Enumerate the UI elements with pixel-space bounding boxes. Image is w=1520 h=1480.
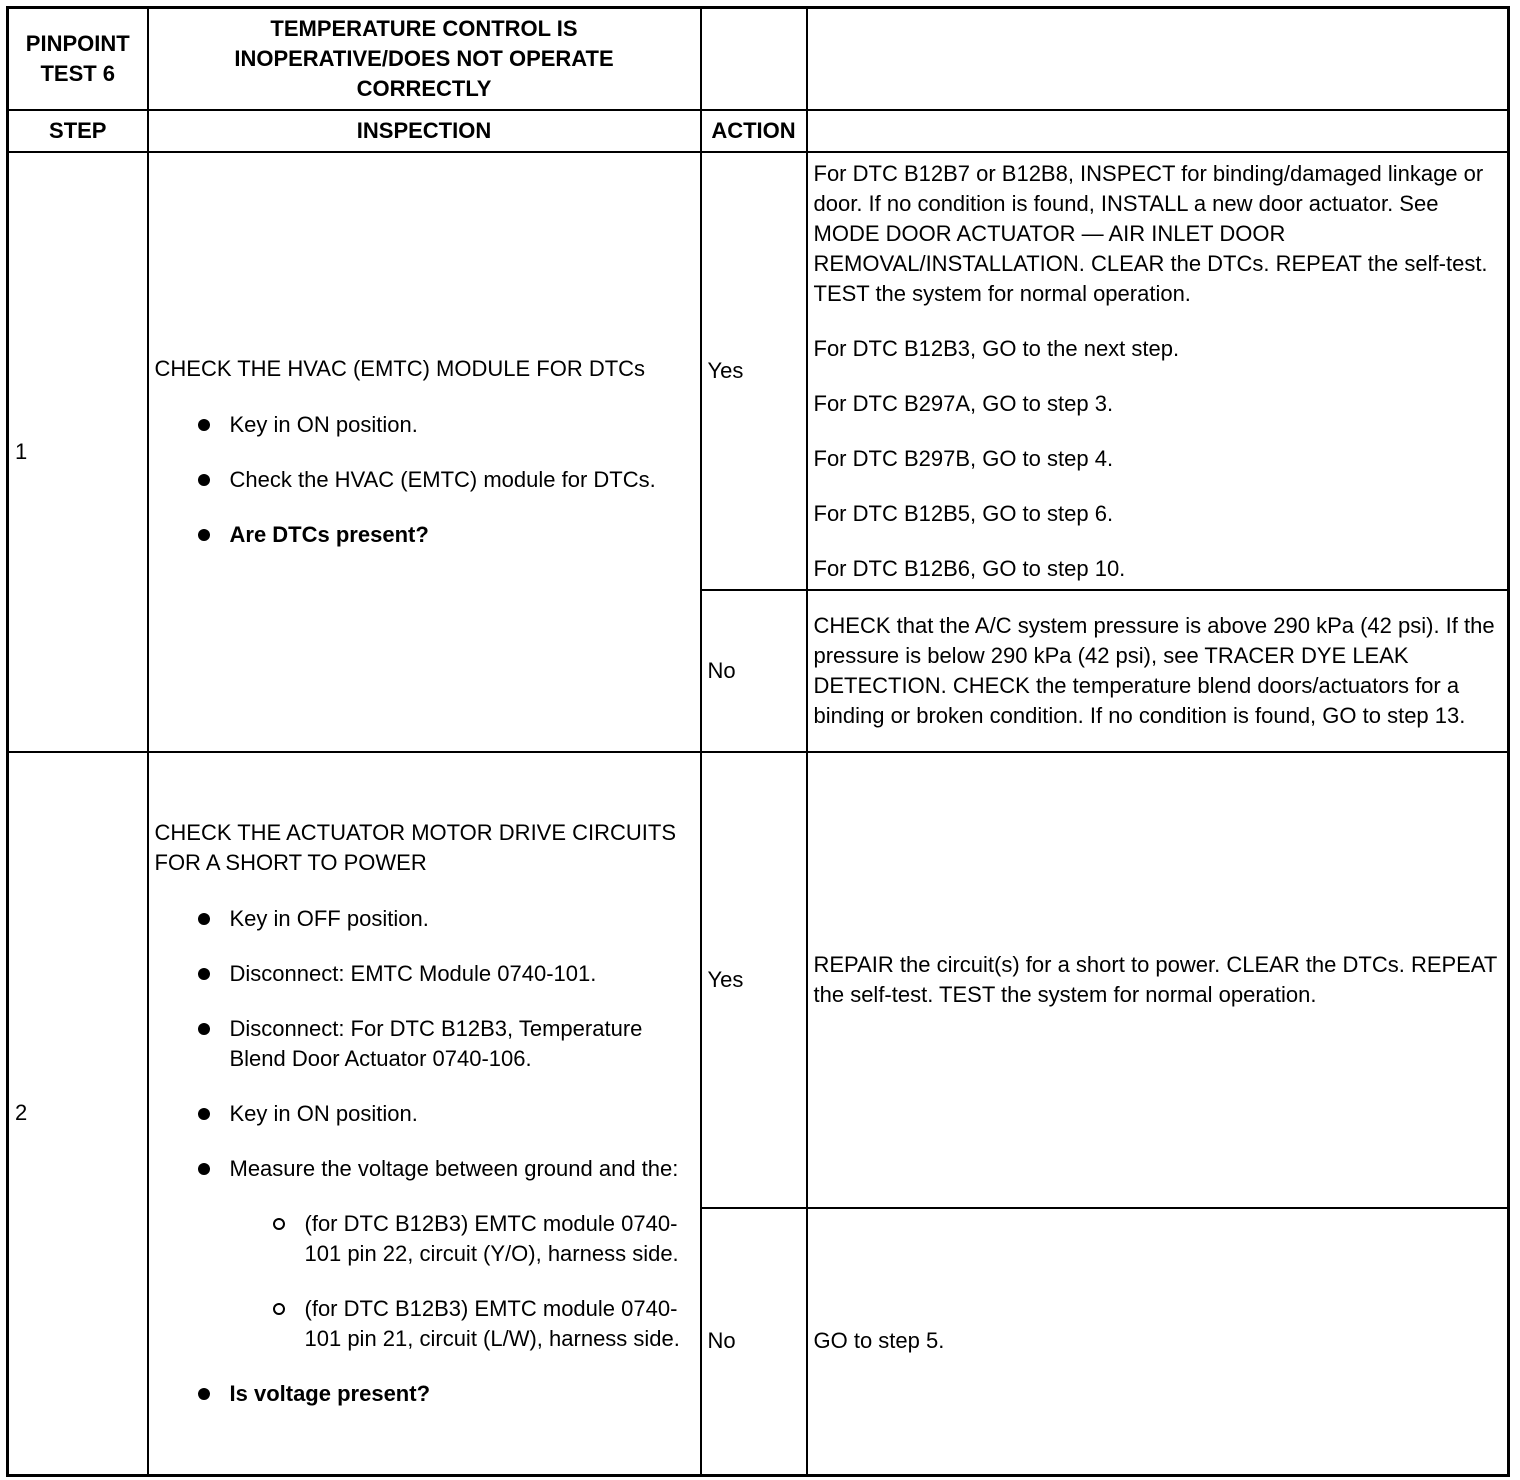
list-item: [155, 1379, 694, 1409]
step-1-no-label: No: [701, 590, 807, 752]
column-header-empty: [807, 110, 1509, 152]
pinpoint-label-line1: PINPOINT: [25, 30, 130, 56]
step-1-yes-result-2: For DTC B12B3, GO to the next step.: [813, 336, 1180, 361]
list-item: [230, 1294, 694, 1354]
bullet-icon: [198, 1108, 210, 1120]
pinpoint-test-table: [6, 6, 1510, 1477]
step-2-bullet-5: Measure the voltage between ground and the:: [229, 1155, 679, 1181]
test-title: [148, 8, 701, 110]
step-2-sub-list: [230, 1209, 694, 1354]
pinpoint-test-label: [8, 8, 148, 110]
column-header-action: ACTION: [701, 110, 807, 152]
bullet-icon: [198, 1388, 210, 1400]
title-row-empty-result: [807, 8, 1509, 110]
step-2-title: CHECK THE ACTUATOR MOTOR DRIVE CIRCUITS FOR A SHORT TO POWER: [154, 819, 677, 875]
bullet-icon: [198, 529, 210, 541]
step-1-no-result-text: CHECK that the A/C system pressure is above 290 kPa (42 psi). If the pressure is below 290 kPa (42 psi), see TRACER DYE LEAK DETECTION. CHECK the temperature blend doors/actuators for a binding or broken condition. If no condition is found, GO to step 13.: [813, 612, 1495, 728]
list-item: [155, 959, 694, 989]
step-2-yes-label: Yes: [701, 752, 807, 1208]
step-1-number: 1: [8, 152, 148, 752]
step-1-yes-result-3: For DTC B297A, GO to step 3.: [813, 391, 1114, 416]
bullet-icon: [198, 1163, 210, 1175]
step-2-bullet-1: Key in OFF position.: [229, 905, 429, 931]
step-1-yes-result-6: For DTC B12B6, GO to step 10.: [813, 556, 1126, 581]
title-row: [8, 8, 1509, 110]
step-2-no-result: [807, 1208, 1509, 1476]
step-1-question: Are DTCs present?: [229, 521, 429, 547]
step-2-inspection: [148, 752, 701, 1476]
step-1-no-result: [807, 590, 1509, 752]
hollow-bullet-icon: [273, 1303, 285, 1315]
list-item: [155, 1099, 694, 1129]
list-item: [155, 520, 694, 550]
pinpoint-label-line2: TEST 6: [40, 60, 116, 86]
test-title-line1: TEMPERATURE CONTROL IS: [270, 15, 578, 41]
step-1-yes-result-4: For DTC B297B, GO to step 4.: [813, 446, 1114, 471]
step-1-yes-result: [807, 152, 1509, 590]
column-header-row: [8, 110, 1509, 152]
list-item: [230, 1209, 694, 1269]
step-2-bullet-3: Disconnect: For DTC B12B3, Temperature Blend Door Actuator 0740-106.: [229, 1015, 643, 1071]
step-1-yes-row: [8, 152, 1509, 590]
title-row-empty-action: [701, 8, 807, 110]
step-1-yes-result-1: For DTC B12B7 or B12B8, INSPECT for binding/damaged linkage or door. If no condition is found, INSTALL a new door actuator. See MODE DOOR ACTUATOR — AIR INLET DOOR REMOVAL/INSTALLATION. CLEAR the DTCs. REPEAT the self-test. TEST the system for normal operation.: [813, 161, 1488, 306]
step-2-yes-result-text: REPAIR the circuit(s) for a short to power. CLEAR the DTCs. REPEAT the self-test. TEST the system for normal operation.: [813, 951, 1497, 1007]
column-header-inspection: INSPECTION: [148, 110, 701, 152]
step-2-question: Is voltage present?: [229, 1380, 431, 1406]
list-item: [155, 904, 694, 934]
step-1-yes-result-5: For DTC B12B5, GO to step 6.: [813, 501, 1114, 526]
step-1-bullet-list: [155, 410, 694, 550]
hollow-bullet-icon: [273, 1218, 285, 1230]
step-1-bullet-2: Check the HVAC (EMTC) module for DTCs.: [229, 466, 656, 492]
step-2-yes-result: [807, 752, 1509, 1208]
bullet-icon: [198, 474, 210, 486]
step-2-no-result-text: GO to step 5.: [813, 1328, 945, 1354]
bullet-icon: [198, 1023, 210, 1035]
list-item: [155, 1014, 694, 1074]
column-header-step: STEP: [8, 110, 148, 152]
list-item: [155, 1154, 694, 1354]
bullet-icon: [198, 913, 210, 925]
step-2-number: 2: [8, 752, 148, 1476]
bullet-icon: [198, 419, 210, 431]
step-2-yes-row: [8, 752, 1509, 1208]
step-2-bullet-2: Disconnect: EMTC Module 0740-101.: [229, 960, 597, 986]
test-title-line3: CORRECTLY: [356, 75, 492, 101]
step-1-yes-label: Yes: [701, 152, 807, 590]
step-1-title: CHECK THE HVAC (EMTC) MODULE FOR DTCs: [154, 355, 646, 381]
test-title-line2: INOPERATIVE/DOES NOT OPERATE: [234, 45, 614, 71]
step-1-inspection: [148, 152, 701, 752]
list-item: [155, 410, 694, 440]
step-2-no-label: No: [701, 1208, 807, 1476]
step-2-bullet-4: Key in ON position.: [229, 1100, 418, 1126]
step-1-bullet-1: Key in ON position.: [229, 411, 418, 437]
step-2-sub-bullet-1: (for DTC B12B3) EMTC module 0740-101 pin 22, circuit (Y/O), harness side.: [304, 1210, 679, 1266]
list-item: [155, 465, 694, 495]
bullet-icon: [198, 968, 210, 980]
step-2-sub-bullet-2: (for DTC B12B3) EMTC module 0740-101 pin 21, circuit (L/W), harness side.: [304, 1295, 680, 1351]
step-2-bullet-list: [155, 904, 694, 1409]
